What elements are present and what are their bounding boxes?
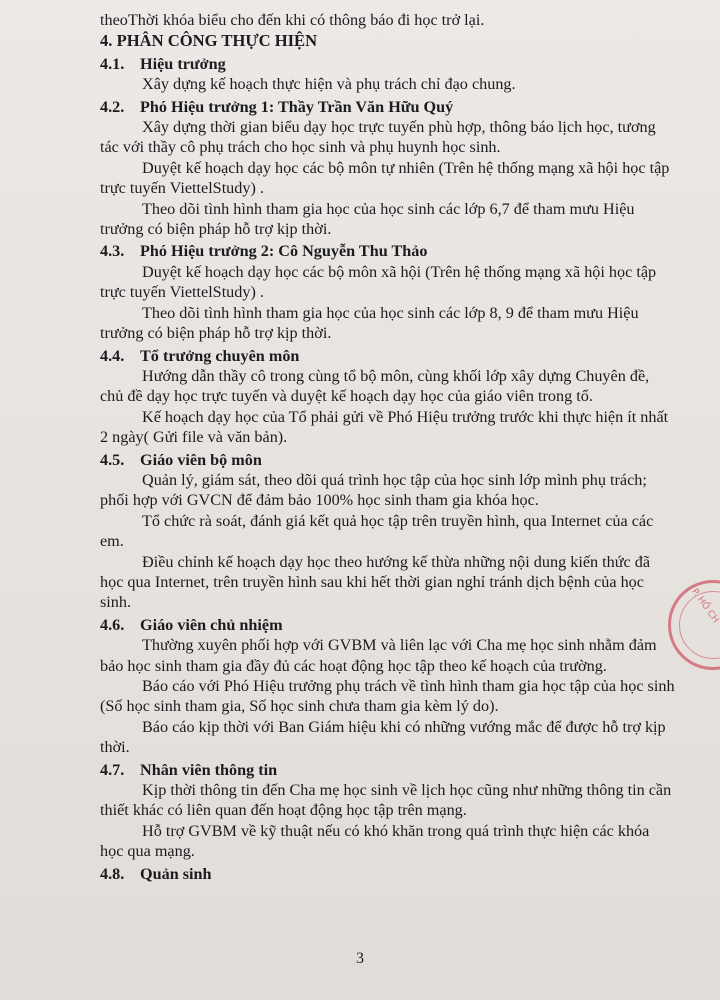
section-number: 4.6. — [100, 615, 125, 634]
section-4-heading: 4. PHÂN CÔNG THỰC HIỆN — [100, 31, 318, 51]
section-number: 4.5. — [100, 450, 125, 469]
section-4-8-heading — [100, 864, 675, 884]
section-title: Tổ trưởng chuyên môn — [140, 346, 300, 365]
paragraph: Duyệt kế hoạch dạy học các bộ môn xã hội (Trên hệ thống mạng xã hội học tập trực tuyến ViettelStudy) . — [100, 262, 657, 302]
continuation-line: theoThời khóa biểu cho đến khi có thông báo đi học trở lại. — [100, 11, 485, 29]
section-4-1-heading — [100, 54, 675, 74]
section-number: 4.3. — [100, 242, 125, 261]
paragraph: Hướng dẫn thầy cô trong cùng tổ bộ môn, cùng khối lớp xây dựng Chuyên đề, chủ đề dạy học trực tuyến và duyệt kế hoạch dạy học của giáo viên trong tổ. — [100, 366, 650, 406]
section-4-6-heading — [100, 615, 675, 635]
section-title: Quản sinh — [140, 864, 212, 883]
section-title: Giáo viên chủ nhiệm — [140, 615, 283, 634]
paragraph: Xây dựng thời gian biểu dạy học trực tuyến phù hợp, thông báo lịch học, tương tác với thầy cô phụ trách cho học sinh và phụ huynh học sinh. — [100, 118, 656, 157]
section-4-7-heading — [100, 760, 675, 780]
paragraph: Báo cáo kịp thời với Ban Giám hiệu khi có những vướng mắc để được hỗ trợ kịp thời. — [100, 717, 666, 757]
paragraph: Thường xuyên phối hợp với GVBM và liên lạc với Cha mẹ học sinh nhằm đảm bảo học sinh tham gia đầy đủ các hoạt động học tập theo kế hoạch của trường. — [100, 636, 657, 675]
paragraph: Điều chỉnh kế hoạch dạy học theo hướng kế thừa những nội dung kiến thức đã học qua Internet, trên truyền hình sau khi hết thời gian nghỉ tránh dịch bệnh của học sinh. — [100, 552, 651, 612]
section-number: 4.1. — [100, 54, 125, 73]
section-number: 4.4. — [100, 346, 125, 365]
section-4-4-heading — [100, 346, 675, 366]
paragraph: Theo dõi tình hình tham gia học của học sinh các lớp 8, 9 để tham mưu Hiệu trưởng có biện pháp hỗ trợ kịp thời. — [100, 303, 639, 343]
stamp-text: P. HỒ CH — [689, 586, 720, 626]
section-title: Phó Hiệu trưởng 1: Thầy Trần Văn Hữu Quý — [140, 97, 454, 116]
section-title: Giáo viên bộ môn — [140, 450, 262, 469]
paragraph: Duyệt kế hoạch dạy học các bộ môn tự nhiên (Trên hệ thống mạng xã hội học tập trực tuyến ViettelStudy) . — [100, 158, 670, 198]
section-number: 4.8. — [100, 864, 125, 883]
section-number: 4.7. — [100, 760, 125, 779]
section-4-3-heading — [100, 241, 675, 261]
paragraph: Quản lý, giám sát, theo dõi quá trình học tập của học sinh lớp mình phụ trách; phối hợp với GVCN để đảm bảo 100% học sinh tham gia khóa học. — [100, 470, 647, 510]
section-title: Hiệu trưởng — [140, 54, 226, 73]
page-number: 3 — [356, 950, 364, 967]
document-body — [100, 10, 675, 884]
paragraph: Hỗ trợ GVBM về kỹ thuật nếu có khó khăn trong quá trình thực hiện các khóa học qua mạng. — [100, 821, 650, 861]
paragraph: Báo cáo với Phó Hiệu trưởng phụ trách về tình hình tham gia học tập của học sinh (Số học sinh tham gia, Số học sinh chưa tham gia kèm lý do). — [100, 677, 675, 716]
section-4-5-heading — [100, 450, 675, 470]
section-4-2-heading — [100, 97, 675, 117]
paragraph: Tổ chức rà soát, đánh giá kết quả học tập trên truyền hình, qua Internet của các em. — [100, 511, 654, 551]
paragraph: Xây dựng kế hoạch thực hiện và phụ trách chỉ đạo chung. — [142, 75, 516, 94]
red-stamp-seal — [668, 580, 720, 670]
paragraph: Kịp thời thông tin đến Cha mẹ học sinh về lịch học cũng như những thông tin cần thiết khác có liên quan đến hoạt động học tập trên mạng. — [100, 781, 672, 820]
section-title: Phó Hiệu trưởng 2: Cô Nguyễn Thu Thảo — [140, 242, 428, 261]
section-title: Nhân viên thông tin — [140, 760, 278, 779]
paragraph: Theo dõi tình hình tham gia học của học sinh các lớp 6,7 để tham mưu Hiệu trưởng có biện pháp hỗ trợ kịp thời. — [100, 199, 635, 239]
section-number: 4.2. — [100, 97, 125, 116]
paragraph: Kế hoạch dạy học của Tổ phải gửi về Phó Hiệu trưởng trước khi thực hiện ít nhất 2 ngày( Gửi file và văn bản). — [100, 407, 669, 447]
